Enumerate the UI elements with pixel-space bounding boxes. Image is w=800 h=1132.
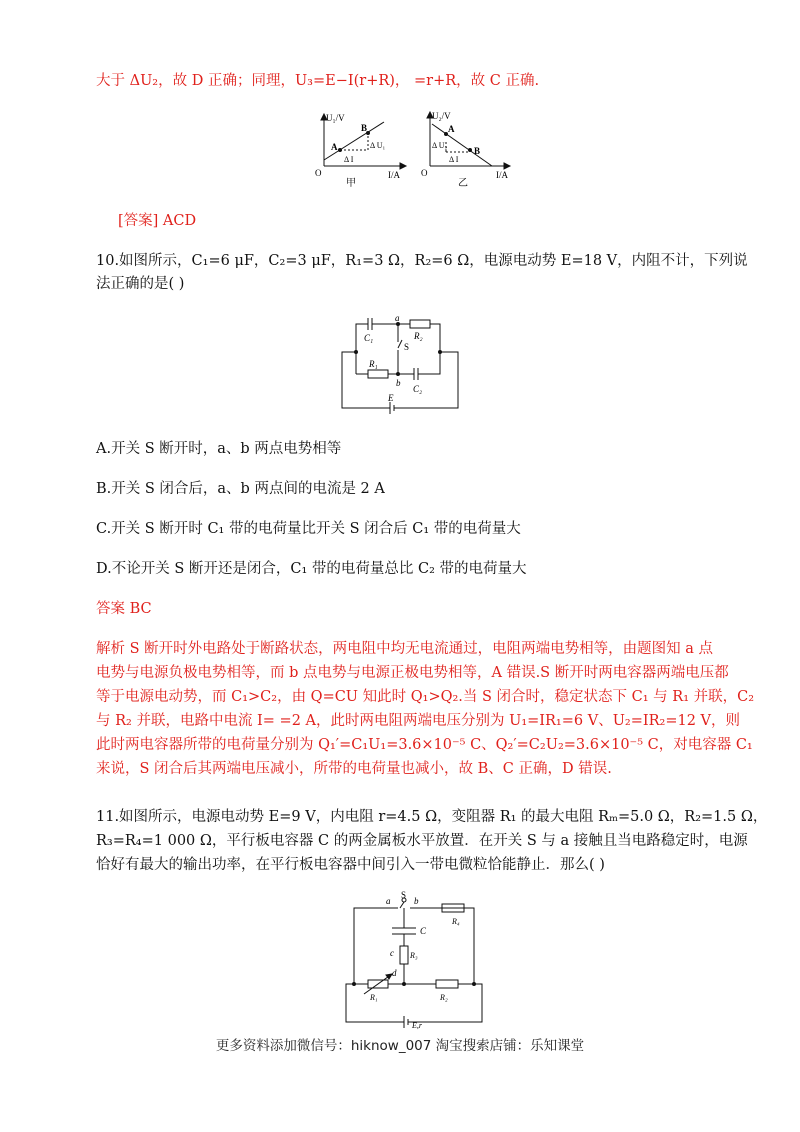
pt-a-yi: A [448, 124, 455, 134]
q10-analysis-1: 解析 S 断开时外电路处于断路状态，两电阻中均无电流通过，电阻两端电势相等，由题图知 a 点 [96, 641, 714, 657]
delta-i-jia: Δ I [344, 155, 354, 164]
xlabel-jia: I/A [388, 170, 400, 180]
q11-stem-1: 11.如图所示，电源电动势 E=9 V，内电阻 r=4.5 Ω，变阻器 R₁ 的最大电阻 Rₘ=5.0 Ω，R₂=1.5 Ω， [96, 809, 768, 825]
q10-analysis-3: 等于电源电动势，而 C₁>C₂，由 Q=CU 知此时 Q₁>Q₂.当 S 闭合时，稳定状态下 C₁ 与 R₁ 并联，C₂ [96, 689, 755, 705]
label-cap11: C [420, 926, 427, 936]
label-c2: C₂ [413, 384, 423, 394]
label-r1: R₁ [369, 359, 378, 369]
answer-9: [答案] ACD [118, 213, 197, 229]
label-e: E [388, 393, 394, 403]
delta-i-yi: Δ I [449, 155, 459, 164]
q11-stem-2: R₃=R₄=1 000 Ω，平行板电容器 C 的两金属板水平放置．在开关 S 与 a 接触且当电路稳定时，电源 [96, 833, 748, 849]
q10-stem-1: 10.如图所示，C₁=6 μF，C₂=3 μF，R₁=3 Ω，R₂=6 Ω，电源电动势 E=18 V，内阻不计，下列说 [96, 253, 748, 269]
label-r4: R₄ [452, 917, 460, 926]
ylabel-yi: U₂/V [432, 111, 451, 121]
q10-analysis-4: 与 R₂ 并联，电路中电流 I= =2 A，此时两电阻两端电压分别为 U₁=IR₁=6 V、U₂=IR₂=12 V，则 [96, 713, 741, 729]
label-r3: R₃ [410, 951, 418, 960]
label-r2: R₂ [414, 331, 423, 341]
label-s11: S [401, 890, 407, 900]
label-a: a [395, 313, 400, 323]
q11-stem-3: 恰好有最大的输出功率，在平行板电容器中间引入一带电微粒恰能静止．那么( ) [96, 857, 605, 873]
label-r1-11: R₁ [370, 993, 378, 1002]
circuit-q10 [336, 312, 466, 414]
label-a11: a [386, 896, 391, 906]
label-b11: b [414, 896, 419, 906]
caption-jia: 甲 [346, 178, 356, 188]
q10-option-b: B.开关 S 闭合后，a、b 两点间的电流是 2 A [96, 481, 385, 497]
q10-stem-2: 法正确的是( ) [96, 276, 185, 292]
continued-analysis: 大于 ΔU₂，故 D 正确；同理，U₃=E−I(r+R)， =r+R，故 C 正确. [96, 73, 540, 89]
q10-answer: 答案 BC [96, 601, 152, 617]
pt-b-jia: B [361, 123, 368, 133]
label-c1: C₁ [364, 333, 374, 343]
graph-jia [312, 110, 408, 188]
delta-u-jia: Δ U₁ [370, 141, 386, 150]
label-c11: c [390, 948, 394, 958]
pt-b-yi: B [474, 146, 481, 156]
ylabel-jia: U₁/V [326, 113, 345, 123]
q10-option-c: C.开关 S 断开时 C₁ 带的电荷量比开关 S 闭合后 C₁ 带的电荷量大 [96, 521, 521, 537]
pt-a-jia: A [331, 142, 338, 152]
q10-analysis-2: 电势与电源负极电势相等，而 b 点电势与电源正极电势相等，A 错误.S 断开时两电容器两端电压都 [96, 665, 729, 681]
delta-u-yi: Δ U₂ [432, 141, 448, 150]
q10-analysis-5: 此时两电容器所带的电荷量分别为 Q₁′=C₁U₁=3.6×10⁻⁵ C、Q₂′=C₂U₂=3.6×10⁻⁵ C，对电容器 C₁ [96, 737, 753, 753]
label-er: E,r [412, 1021, 422, 1030]
label-b: b [396, 378, 401, 388]
label-r2-11: R₂ [440, 993, 448, 1002]
origin-jia: O [315, 168, 322, 178]
q10-option-d: D.不论开关 S 断开还是闭合，C₁ 带的电荷量总比 C₂ 带的电荷量大 [96, 561, 527, 577]
q10-analysis-6: 来说，S 闭合后其两端电压减小，所带的电荷量也减小，故 B、C 正确，D 错误. [96, 761, 612, 777]
q10-option-a: A.开关 S 断开时，a、b 两点电势相等 [96, 441, 342, 457]
label-d11: d [392, 968, 397, 978]
origin-yi: O [421, 168, 428, 178]
page-footer: 更多资料添加微信号：hiknow_007 淘宝搜索店铺：乐知课堂 [215, 1038, 585, 1054]
graph-yi [418, 108, 514, 188]
label-s: S [404, 342, 410, 352]
circuit-q11 [340, 890, 490, 1030]
caption-yi: 乙 [458, 178, 468, 188]
xlabel-yi: I/A [496, 170, 508, 180]
